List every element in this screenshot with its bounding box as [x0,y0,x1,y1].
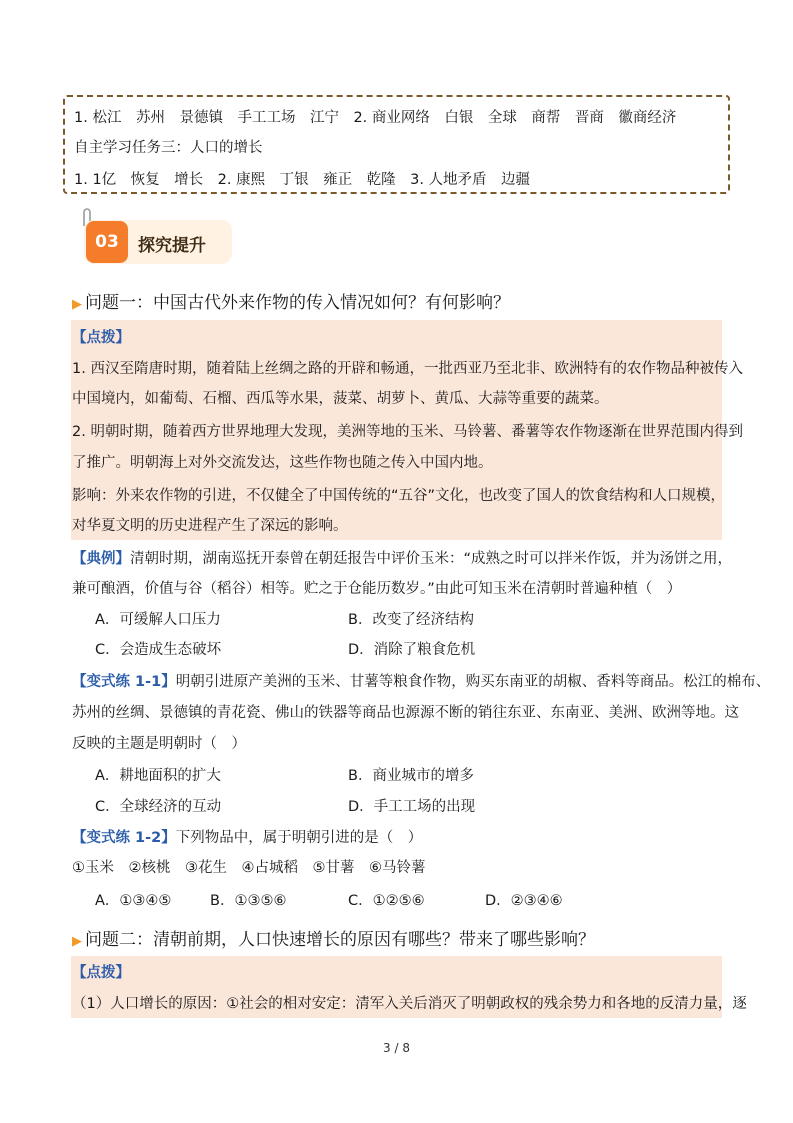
variation-1-1-text: 明朝引进原产美洲的玉米、甘薯等粮食作物，购买东南亚的胡椒、香料等商品。松江的棉布、 [175,674,771,690]
example-text: 清朝时期，湖南巡抚开泰曾在朝廷报告中评价玉米：“成熟之时可以拌米作饭，并为汤饼之用， [130,551,733,567]
example-option-b: B．改变了经济结构 [348,612,474,628]
answer-row-2: 自主学习任务三：人口的增长 [74,140,263,156]
variation-1-2-items: ①玉米 ②核桃 ③花生 ④占城稻 ⑤甘薯 ⑥马铃薯 [72,860,426,876]
hint-label-2: 【点拨】 [72,965,130,981]
variation-1-1-option-d: D．手工工场的出现 [348,799,476,815]
example-option-d: D．消除了粮食危机 [348,642,476,658]
variation-1-1-label: 【变式练 1-1】 [72,674,176,690]
question-2-text: 问题二：清朝前期，人口快速增长的原因有哪些？带来了哪些影响？ [85,930,595,950]
variation-1-2-option-a: A．①③④⑤ [95,893,172,909]
hint-line: 中国境内，如葡萄、石榴、西瓜等水果，菠菜、胡萝卜、黄瓜、大蒜等重要的蔬菜。 [72,391,609,407]
variation-1-2-line-1 [72,827,422,849]
question-1-heading [72,288,510,313]
triangle-bullet-icon: ▶ [72,934,82,949]
variation-1-2-label: 【变式练 1-2】 [72,830,176,846]
variation-1-1-option-b: B．商业城市的增多 [348,768,474,784]
hint-line: 影响：外来农作物的引进，不仅健全了中国传统的“五谷”文化，也改变了国人的饮食结构和人口规模， [72,488,726,504]
section-title: 探究提升 [138,236,206,256]
hint-line: 2. 明朝时期，随着西方世界地理大发现，美洲等地的玉米、马铃薯、番薯等农作物逐渐在世界范围内得到 [72,424,743,440]
variation-1-2-option-d: D．②③④⑥ [485,893,563,909]
hint-label-1: 【点拨】 [72,330,130,346]
hint-line: 1. 西汉至隋唐时期，随着陆上丝绸之路的开辟和畅通，一批西亚乃至北非、欧洲特有的农作物品种被传入 [72,361,743,377]
variation-1-1-line-3: 反映的主题是明朝时（ ） [72,736,246,752]
answer-row-1: 1. 松江 苏州 景德镇 手工工场 江宁 2. 商业网络 白银 全球 商帮 晋商 徽商经济 [74,110,677,126]
variation-1-2-option-c: C．①②⑤⑥ [348,893,425,909]
variation-1-2-text: 下列物品中，属于明朝引进的是（ ） [175,830,423,846]
example-line-2: 兼可酿酒，价值与谷（稻谷）相等。贮之于仓能历数岁。”由此可知玉米在清朝时普遍种植（ ） [72,581,682,597]
variation-1-2-option-b: B．①③⑤⑥ [210,893,287,909]
variation-1-1-option-a: A．耕地面积的扩大 [95,768,221,784]
answer-box [63,95,730,194]
page-number: 3 / 8 [383,1041,410,1055]
example-option-c: C．会造成生态破坏 [95,642,222,658]
hint-line: 了推广。明朝海上对外交流发达，这些作物也随之传入中国内地。 [72,455,493,471]
example-label: 【典例】 [72,551,130,567]
answer-row-3: 1. 1亿 恢复 增长 2. 康熙 丁银 雍正 乾隆 3. 人地矛盾 边疆 [74,172,531,188]
section-number-badge: 03 [86,221,128,263]
question-2-heading [72,925,595,950]
variation-1-1-option-c: C．全球经济的互动 [95,799,222,815]
example-option-a: A．可缓解人口压力 [95,612,221,628]
variation-1-1-line-1 [72,671,770,693]
hint-line: （1）人口增长的原因：①社会的相对安定：清军入关后消灭了明朝政权的残余势力和各地的反清力量，逐 [72,996,747,1012]
hint-line: 对华夏文明的历史进程产生了深远的影响。 [72,518,348,534]
variation-1-1-line-2: 苏州的丝绸、景德镇的青花瓷、佛山的铁器等商品也源源不断的销往东亚、东南亚、美洲、欧洲等地。这 [72,705,739,721]
example-line-1 [72,548,732,570]
triangle-bullet-icon: ▶ [72,297,82,312]
question-1-text: 问题一：中国古代外来作物的传入情况如何？有何影响？ [85,293,510,313]
